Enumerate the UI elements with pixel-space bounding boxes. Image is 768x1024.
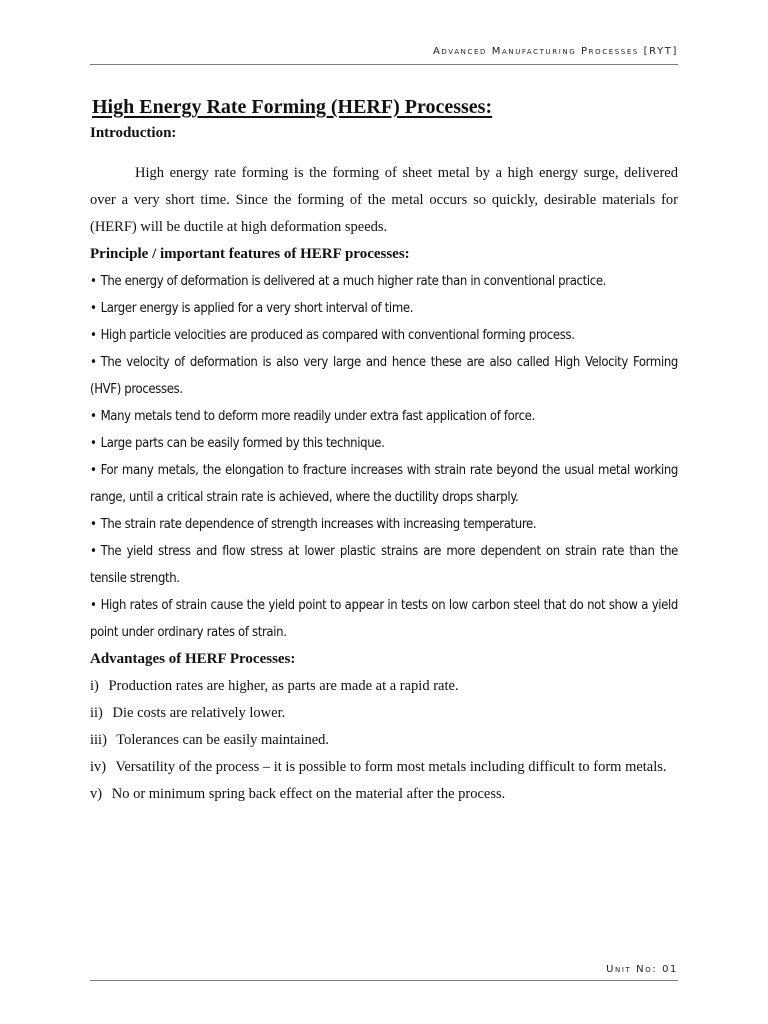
item-number: iii)	[90, 732, 107, 748]
document-title: High Energy Rate Forming (HERF) Processes:	[92, 96, 493, 118]
bullet-glyph: •	[90, 301, 97, 316]
principle-item: • For many metals, the elongation to fracture increases with strain rate beyond the usual metal working range, until a critical strain rate is achieved, where the ductility drops sharply.	[90, 463, 678, 505]
principle-item: • High particle velocities are produced as compared with conventional forming process.	[90, 328, 575, 343]
bullet-glyph: •	[90, 463, 97, 478]
bullet-glyph: •	[90, 544, 97, 559]
page-footer-unit: Unit No: 01	[606, 964, 678, 975]
principle-item: • The velocity of deformation is also very large and hence these are also called High Velocity Forming (HVF) processes.	[90, 355, 678, 397]
page-content	[90, 94, 678, 808]
principle-item: • The yield stress and flow stress at lower plastic strains are more dependent on strain rate than the tensile strength.	[90, 544, 678, 586]
header-rule	[90, 64, 678, 65]
introduction-paragraph: High energy rate forming is the forming of sheet metal by a high energy surge, delivered over a very short time. Since the forming of the metal occurs so quickly, desirable materials for (HERF) will be ductile at high deformation speeds.	[90, 165, 678, 235]
introduction-heading: Introduction:	[90, 125, 177, 141]
principle-item: • Many metals tend to deform more readily under extra fast application of force.	[90, 409, 535, 424]
item-number: v)	[90, 786, 103, 802]
bullet-glyph: •	[90, 598, 97, 613]
principle-item: • The strain rate dependence of strength increases with increasing temperature.	[90, 517, 537, 532]
advantage-item: i) Production rates are higher, as parts are made at a rapid rate.	[90, 678, 459, 694]
principle-item: • The energy of deformation is delivered at a much higher rate than in conventional practice.	[90, 274, 607, 289]
item-number: i)	[90, 678, 99, 694]
footer-rule	[90, 980, 678, 981]
bullet-glyph: •	[90, 409, 97, 424]
principle-item: • Large parts can be easily formed by this technique.	[90, 436, 385, 451]
bullet-glyph: •	[90, 328, 97, 343]
advantages-heading: Advantages of HERF Processes:	[90, 651, 296, 667]
running-header: Advanced Manufacturing Processes [RYT]	[432, 46, 678, 57]
bullet-glyph: •	[90, 517, 97, 532]
advantage-item: v) No or minimum spring back effect on the material after the process.	[90, 786, 506, 802]
item-number: ii)	[90, 705, 103, 721]
advantage-item: ii) Die costs are relatively lower.	[90, 705, 286, 721]
principles-list	[90, 268, 678, 646]
principles-heading: Principle / important features of HERF processes:	[90, 246, 410, 262]
advantages-list	[90, 673, 678, 808]
advantage-item: iii) Tolerances can be easily maintained.	[90, 732, 330, 748]
principle-item: • High rates of strain cause the yield point to appear in tests on low carbon steel that do not show a yield point under ordinary rates of strain.	[90, 598, 678, 640]
bullet-glyph: •	[90, 274, 97, 289]
bullet-glyph: •	[90, 436, 97, 451]
bullet-glyph: •	[90, 355, 97, 370]
advantage-item: iv) Versatility of the process – it is possible to form most metals including difficult to form metals.	[90, 759, 667, 775]
principle-item: • Larger energy is applied for a very short interval of time.	[90, 301, 414, 316]
item-number: iv)	[90, 759, 107, 775]
